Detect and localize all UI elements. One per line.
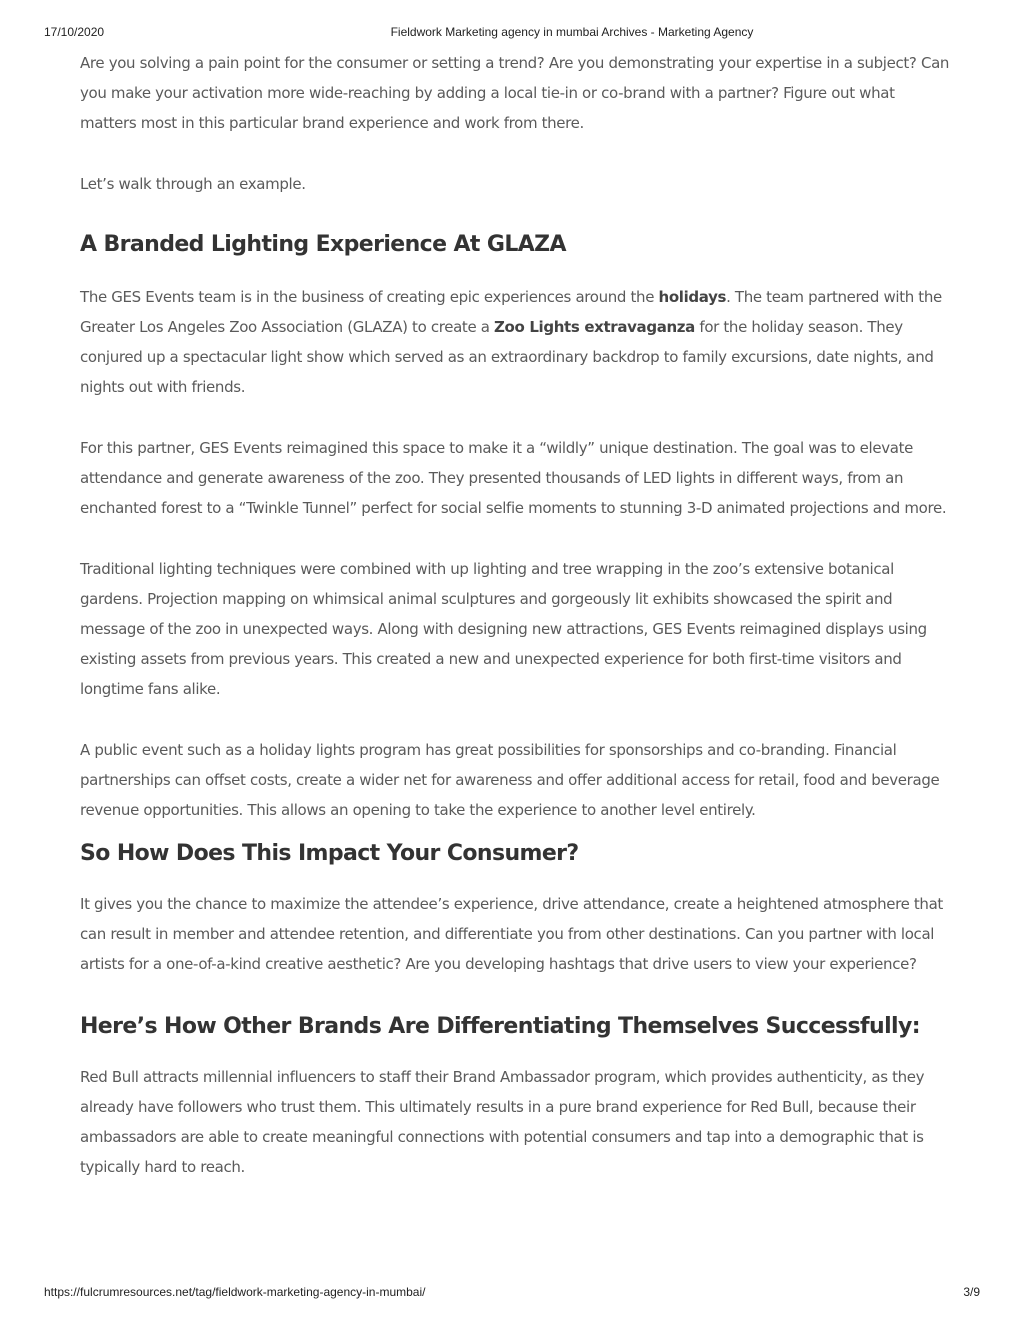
- zoo-lights-link[interactable]: Zoo Lights extravaganza: [494, 318, 695, 336]
- traditional-lighting-paragraph: Traditional lighting techniques were combined with up lighting and tree wrapping in the zoo’s extensive botanical gardens. Projection mapping on whimsical animal sculptures and gorgeously lit exhibits showcased the spirit and message of the zoo in unexpected ways. Along with designing new attractions, GES Events reimagined displays using existing assets from previous years. This created a new and unexpected experience for both first-time visitors and longtime fans alike.: [80, 560, 927, 698]
- print-page-title: Fieldwork Marketing agency in mumbai Archives - Marketing Agency: [390, 25, 754, 39]
- section-heading-impact: So How Does This Impact Your Consumer?: [80, 841, 579, 866]
- print-footer: [0, 1285, 1024, 1301]
- article-body: [80, 48, 950, 1182]
- public-event-paragraph: A public event such as a holiday lights program has great possibilities for sponsorships and co-branding. Financial partnerships can offset costs, create a wider net for awareness and offer additional access for retail, food and beverage revenue opportunities. This allows an opening to take the experience to another level entirely.: [80, 741, 940, 819]
- partner-paragraph: For this partner, GES Events reimagined this space to make it a “wildly” unique destination. The goal was to elevate attendance and generate awareness of the zoo. They presented thousands of LED lights in different ways, from an enchanted forest to a “Twinkle Tunnel” perfect for social selfie moments to stunning 3-D animated projections and more.: [80, 439, 947, 517]
- glaza-text-3: for the holiday season. They conjured up a spectacular light show which served as an extraordinary backdrop to family excursions, date nights, and nights out with friends.: [80, 318, 934, 396]
- print-url: https://fulcrumresources.net/tag/fieldwork-marketing-agency-in-mumbai/: [44, 1285, 426, 1299]
- glaza-text-2: . The team partnered with the Greater Los Angeles Zoo Association (GLAZA) to create a: [80, 288, 942, 336]
- section-heading-brands: Here’s How Other Brands Are Differentiating Themselves Successfully:: [80, 1014, 920, 1039]
- print-header: [0, 25, 1024, 41]
- glaza-paragraph: [80, 282, 950, 402]
- walkthrough-paragraph: Let’s walk through an example.: [80, 175, 306, 193]
- red-bull-paragraph: Red Bull attracts millennial influencers to staff their Brand Ambassador program, which provides authenticity, as they already have followers who trust them. This ultimately results in a pure brand experience for Red Bull, because their ambassadors are able to create meaningful connections with potential consumers and tap into a demographic that is typically hard to reach.: [80, 1068, 925, 1176]
- impact-paragraph: It gives you the chance to maximize the attendee’s experience, drive attendance, create a heightened atmosphere that can result in member and attendee retention, and differentiate you from other destinations. Can you partner with local artists for a one-of-a-kind creative aesthetic? Are you developing hashtags that drive users to view your experience?: [80, 895, 943, 973]
- print-page-number: 3/9: [963, 1285, 980, 1299]
- holidays-link[interactable]: holidays: [658, 288, 727, 306]
- intro-paragraph: Are you solving a pain point for the consumer or setting a trend? Are you demonstrating your expertise in a subject? Can you make your activation more wide-reaching by adding a local tie-in or co-brand with a partner? Figure out what matters most in this particular brand experience and work from there.: [80, 54, 950, 132]
- glaza-text-1: The GES Events team is in the business of creating epic experiences around the: [80, 288, 659, 306]
- print-date: 17/10/2020: [44, 25, 105, 39]
- section-heading-glaza: A Branded Lighting Experience At GLAZA: [80, 232, 566, 257]
